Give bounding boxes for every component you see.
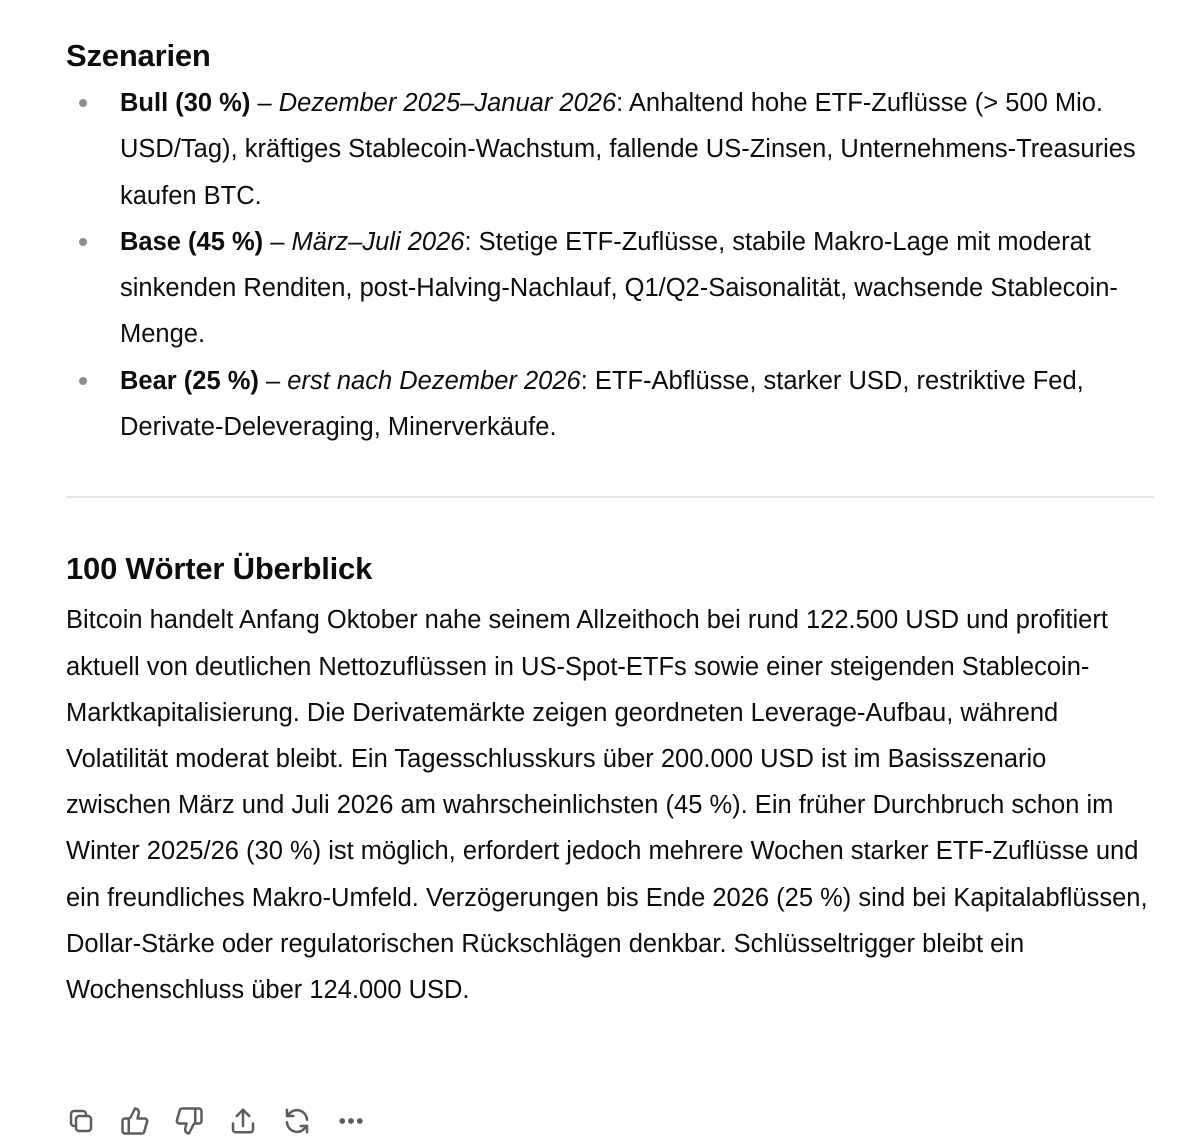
section-divider — [66, 496, 1154, 498]
thumbs-up-icon — [120, 1106, 150, 1136]
scenario-label: Bear (25 %) — [120, 366, 259, 395]
overview-paragraph: Bitcoin handelt Anfang Oktober nahe seinem Allzeithoch bei rund 122.500 USD und profitiert aktuell von deutlichen Nettozuflüssen in US-Spot-ETFs sowie einer steigenden Stablecoin-Marktkapitalisierung. Die Derivatemärkte zeigen geordneten Leverage-Aufbau, während Volatilität moderat bleibt. Ein Tagesschlusskurs über 200.000 USD ist im Basisszenario zwischen März und Juli 2026 am wahrscheinlichsten (45 %). Ein früher Durchbruch schon im Winter 2025/26 (30 %) ist möglich, erfordert jedoch mehrere Wochen starker ETF-Zuflüsse und ein freundliches Makro-Umfeld. Verzögerungen bis Ende 2026 (25 %) sind bei Kapitalabflüssen, Dollar-Stärke oder regulatorischen Rückschlägen denkbar. Schlüsseltrigger bleibt ein Wochenschluss über 124.000 USD. — [66, 606, 1148, 1004]
scenario-timeframe: erst nach Dezember 2026 — [287, 366, 581, 395]
list-item — [66, 358, 1156, 451]
scenario-list — [66, 80, 1156, 450]
regenerate-icon — [282, 1106, 312, 1136]
thumbs-up-button[interactable] — [120, 1104, 174, 1138]
scenario-timeframe: März–Juli 2026 — [291, 227, 465, 256]
thumbs-down-button[interactable] — [174, 1104, 228, 1138]
regenerate-button[interactable] — [282, 1104, 336, 1138]
copy-button[interactable] — [66, 1104, 120, 1138]
bullet-icon — [79, 99, 87, 107]
list-item — [66, 80, 1156, 219]
scenario-text: : Stetige ETF-Zuflüsse, stabile Makro-Lage mit moderat sinkenden Renditen, post-Halving-Nachlauf, Q1/Q2-Saisonalität, wachsende Stablecoin-Menge. — [120, 227, 1118, 349]
thumbs-down-icon — [174, 1106, 204, 1136]
list-item — [66, 219, 1156, 358]
scenario-dash: – — [258, 366, 288, 395]
more-icon — [336, 1106, 366, 1136]
scenario-label: Base (45 %) — [120, 227, 264, 256]
scenario-label: Bull (30 %) — [120, 89, 251, 117]
assistant-message — [66, 36, 1156, 1013]
share-icon — [228, 1106, 258, 1136]
message-action-bar — [66, 1104, 390, 1138]
more-options-button[interactable] — [336, 1104, 390, 1138]
bullet-icon — [79, 377, 87, 385]
scenario-dash: – — [250, 89, 279, 117]
overview-heading: 100 Wörter Überblick — [66, 551, 373, 587]
scenarios-heading: Szenarien — [66, 38, 211, 73]
scenario-text: : Anhaltend hohe ETF-Zuflüsse (> 500 Mio. USD/Tag), kräftiges Stablecoin-Wachstum, fallende US-Zinsen, Unternehmens-Treasuries kaufen BTC. — [120, 89, 1136, 210]
scenario-text: : ETF-Abflüsse, starker USD, restriktive Fed, Derivate-Deleveraging, Minerverkäufe. — [120, 366, 1084, 442]
bullet-icon — [79, 238, 87, 246]
scenario-timeframe: Dezember 2025–Januar 2026 — [278, 89, 617, 117]
copy-icon — [66, 1106, 96, 1136]
scenario-dash: – — [263, 227, 292, 256]
share-button[interactable] — [228, 1104, 282, 1138]
